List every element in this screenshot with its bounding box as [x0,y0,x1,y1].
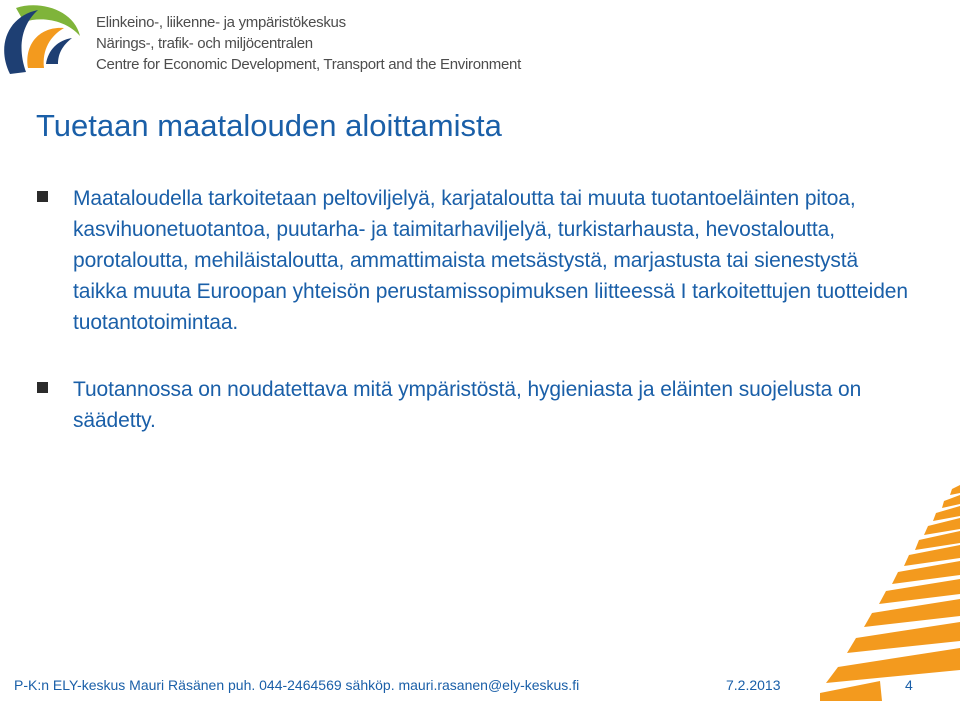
square-bullet-icon [37,382,48,393]
bullet-text: Maataloudella tarkoitetaan peltoviljelyä, karjataloutta tai muuta tuotantoeläinten pitoa, kasvihuonetuotantoa, puutarha- ja taimitarhaviljelyä, turkistarhausta, hevostaloutta, porotaloutta, mehiläistaloutta, ammattimaista metsästystä, marjastusta tai sienestystä taikka muuta Euroopan yhteisön perustamissopimuksen liitteessä I tarkoitettujen tuotteiden tuotantotoimintaa. [73,187,908,334]
bullet-list [36,183,916,436]
ely-leaf-logo-icon [2,2,82,82]
bullet-item [36,183,916,338]
square-bullet-icon [37,191,48,202]
org-name-english: Centre for Economic Development, Transport and the Environment [96,56,521,73]
footer-contact-text: P-K:n ELY-keskus Mauri Räsänen puh. 044-2464569 sähköp. mauri.rasanen@ely-keskus.fi [14,677,580,693]
org-name-finnish: Elinkeino-, liikenne- ja ympäristökeskus [96,14,346,31]
slide-footer [0,677,960,695]
slide-title: Tuetaan maatalouden aloittamista [36,108,502,143]
page-number: 4 [905,677,913,693]
org-name-swedish: Närings-, trafik- och miljöcentralen [96,35,313,52]
footer-date: 7.2.2013 [726,677,781,693]
bullet-text: Tuotannossa on noudatettava mitä ympäristöstä, hygieniasta ja eläinten suojelusta on säädetty. [73,378,862,432]
orange-stripes-decoration-icon [820,485,960,701]
organization-name [96,12,521,75]
bullet-item [36,374,916,436]
